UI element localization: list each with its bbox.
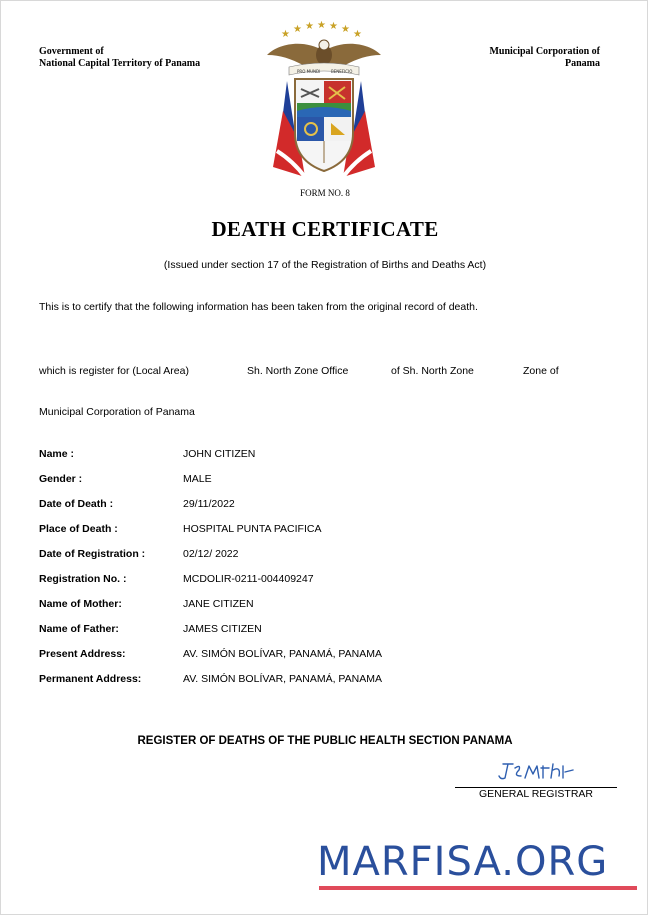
field-label: Present Address: (39, 648, 126, 660)
header-right-line1: Municipal Corporation of (489, 46, 600, 57)
field-row (39, 523, 599, 537)
field-label: Date of Death : (39, 498, 114, 510)
header-left-line2: National Capital Territory of Panama (39, 58, 201, 69)
field-value: 29/11/2022 (183, 498, 235, 510)
zone-office: Sh. North Zone Office (247, 365, 349, 377)
field-label: Date of Registration : (39, 548, 146, 560)
header-right-line2: Panama (565, 58, 600, 69)
certify-statement: This is to certify that the following information has been taken from the original record of death. (39, 301, 478, 313)
watermark-text: MARFISA.ORG (317, 839, 609, 885)
field-value: HOSPITAL PUNTA PACIFICA (183, 523, 322, 535)
field-value: JANE CITIZEN (183, 598, 254, 610)
field-row (39, 498, 599, 512)
svg-text:★: ★ (353, 29, 362, 40)
field-value: MALE (183, 473, 212, 485)
certificate-title: DEATH CERTIFICATE (211, 217, 439, 241)
panama-coat-of-arms-icon (259, 21, 389, 179)
svg-text:★: ★ (329, 21, 338, 32)
form-number: FORM NO. 8 (300, 188, 350, 198)
handwritten-signature-icon (491, 758, 581, 784)
zone-of-label: Zone of (523, 365, 559, 377)
field-label: Permanent Address: (39, 673, 142, 685)
header-left-line1: Government of (39, 46, 104, 57)
field-label: Name : (39, 448, 75, 460)
municipal-corporation: Municipal Corporation of Panama (39, 406, 195, 418)
svg-text:★: ★ (305, 21, 314, 32)
svg-text:★: ★ (293, 24, 302, 35)
field-row (39, 448, 599, 462)
field-value: AV. SIMÓN BOLÍVAR, PANAMÁ, PANAMA (183, 673, 382, 685)
field-row (39, 548, 599, 562)
field-label: Gender : (39, 473, 83, 485)
svg-text:BENEFICIO: BENEFICIO (331, 69, 353, 74)
field-label: Name of Mother: (39, 598, 122, 610)
watermark-underline (319, 886, 637, 890)
svg-text:★: ★ (281, 29, 290, 40)
field-row (39, 673, 599, 687)
register-title: REGISTER OF DEATHS OF THE PUBLIC HEALTH SECTION PANAMA (137, 735, 513, 747)
field-value: MCDOLIR-0211-004409247 (183, 573, 314, 585)
field-row (39, 623, 599, 637)
svg-text:PRO MUNDI: PRO MUNDI (297, 69, 321, 74)
field-label: Name of Father: (39, 623, 119, 635)
field-label: Registration No. : (39, 573, 127, 585)
header-municipal (489, 46, 600, 70)
registrar-label: GENERAL REGISTRAR (479, 788, 593, 800)
header-government (39, 46, 200, 70)
svg-text:★: ★ (317, 21, 326, 31)
field-row (39, 473, 599, 487)
local-area-label: which is register for (Local Area) (39, 365, 189, 377)
zone-name: of Sh. North Zone (391, 365, 474, 377)
issued-under-note: (Issued under section 17 of the Registration of Births and Deaths Act) (163, 259, 487, 271)
svg-text:★: ★ (341, 24, 350, 35)
field-label: Place of Death : (39, 523, 118, 535)
field-row (39, 598, 599, 612)
field-value: 02/12/ 2022 (183, 548, 239, 560)
field-value: JOHN CITIZEN (183, 448, 256, 460)
field-value: JAMES CITIZEN (183, 623, 262, 635)
field-row (39, 648, 599, 662)
field-value: AV. SIMÓN BOLÍVAR, PANAMÁ, PANAMA (183, 648, 382, 660)
field-row (39, 573, 599, 587)
